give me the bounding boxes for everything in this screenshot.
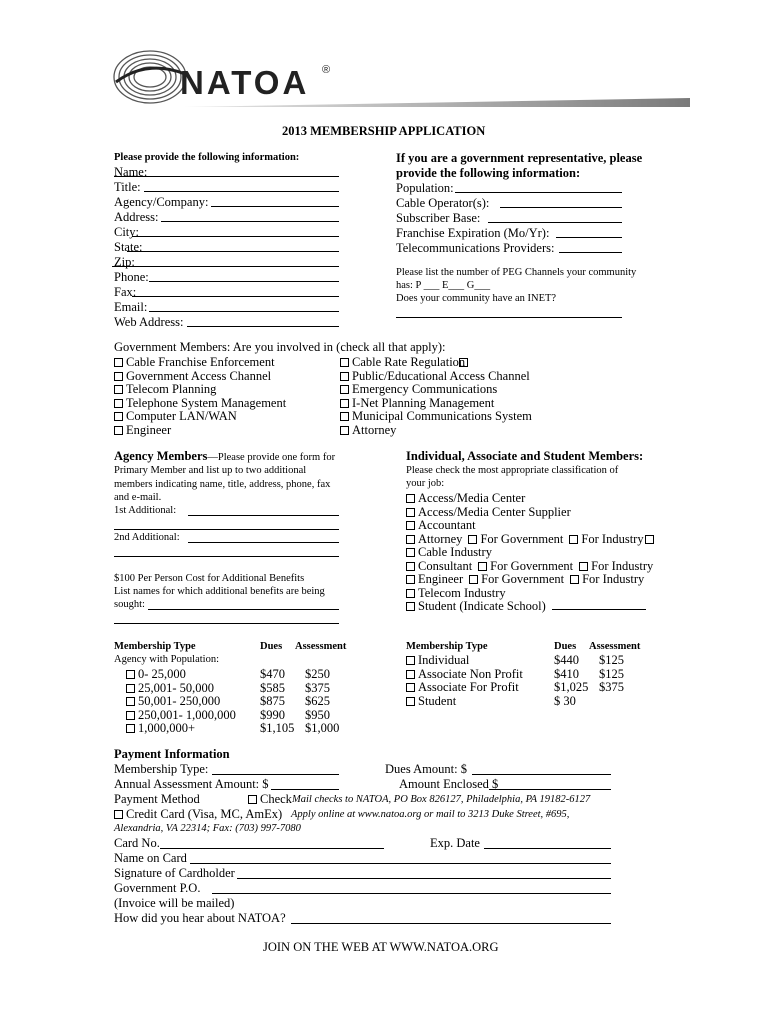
membership-individual-checkbox[interactable]	[406, 656, 415, 665]
involved-right-label: Municipal Communications System	[352, 409, 532, 423]
involved-left-label: Engineer	[126, 422, 172, 437]
individual-item[interactable]	[406, 545, 657, 559]
assessment-amount-label: Annual Assessment Amount: $	[114, 777, 269, 791]
involved-right-item[interactable]	[340, 382, 532, 396]
second-additional-line-2[interactable]	[114, 556, 339, 557]
for-government-checkbox[interactable]	[468, 535, 477, 544]
gov-field-row	[396, 196, 554, 211]
membership-individual-assessment: $125	[599, 666, 624, 681]
involved-right-label: Attorney	[352, 422, 397, 437]
left-field-label: Name:	[114, 165, 148, 179]
membership-agency-checkbox[interactable]	[126, 697, 135, 706]
agency-heading-rest: —Please provide one form for	[207, 452, 336, 463]
involved-left-item[interactable]	[114, 355, 286, 369]
involved-right-item[interactable]	[340, 409, 532, 423]
left-field-input[interactable]	[132, 296, 339, 297]
involved-right-item[interactable]	[340, 355, 532, 369]
mt-left-sub: Agency with Population:	[114, 654, 219, 665]
gov-field-input[interactable]	[455, 192, 622, 193]
involved-right-checkbox[interactable]	[340, 399, 349, 408]
individual-label: Attorney	[418, 531, 463, 546]
exp-date-label: Exp. Date	[430, 836, 480, 850]
involved-left-item[interactable]	[114, 369, 286, 383]
address-line-2: Alexandria, VA 22314; Fax: (703) 997-7080	[114, 823, 301, 834]
membership-agency-dues: $470	[260, 667, 285, 681]
involved-left-checkbox[interactable]	[114, 412, 123, 421]
membership-agency-checkbox[interactable]	[126, 684, 135, 693]
membership-individual-label: Student	[418, 693, 457, 708]
involved-left-checkbox[interactable]	[114, 399, 123, 408]
for-industry-checkbox[interactable]	[579, 562, 588, 571]
for-government-checkbox[interactable]	[469, 575, 478, 584]
membership-agency-row[interactable]	[126, 721, 356, 735]
mt-right-dues-header: Dues	[554, 641, 577, 652]
hear-line[interactable]	[291, 923, 611, 924]
mt-left-assess-header: Assessment	[295, 641, 347, 652]
left-field-label: Web Address:	[114, 315, 184, 329]
individual-label: Consultant	[418, 558, 473, 573]
names-line-1: List names for which additional benefits are being	[114, 586, 325, 597]
first-additional-line-2[interactable]	[114, 529, 339, 530]
for-industry-checkbox[interactable]	[569, 535, 578, 544]
individual-checkbox[interactable]	[406, 548, 415, 557]
individual-checkbox[interactable]	[406, 508, 415, 517]
membership-agency-assessment: $1,000	[305, 721, 340, 735]
membership-agency-dues: $585	[260, 680, 285, 695]
left-field-input[interactable]	[187, 326, 339, 327]
gov-field-input[interactable]	[559, 252, 622, 253]
involved-left-checkbox[interactable]	[114, 426, 123, 435]
individual-label: Cable Industry	[418, 545, 492, 559]
membership-agency-checkbox[interactable]	[126, 724, 135, 733]
involved-left-label: Telephone System Management	[126, 395, 287, 410]
left-field-label: State:	[114, 240, 143, 254]
left-field-input[interactable]	[149, 311, 339, 312]
membership-agency-dues: $1,105	[260, 721, 295, 735]
attorney-extra-checkbox[interactable]	[645, 535, 654, 544]
name-on-card-line[interactable]	[190, 863, 611, 864]
agency-desc-line: and e-mail.	[114, 492, 162, 503]
assessment-amount-line[interactable]	[271, 789, 339, 790]
card-no-label: Card No.	[114, 836, 160, 850]
individual-list	[406, 491, 657, 613]
gov-field-row	[396, 226, 554, 241]
left-field-input[interactable]	[127, 251, 339, 252]
involved-right-item[interactable]	[340, 396, 532, 410]
brand-name: NATOA	[180, 64, 310, 101]
membership-individual-row[interactable]	[406, 667, 666, 681]
individual-checkbox[interactable]	[406, 494, 415, 503]
left-field-row	[114, 195, 208, 210]
left-field-row	[114, 210, 208, 225]
involved-right-checkbox[interactable]	[340, 412, 349, 421]
involved-heading: Government Members: Are you involved in (check all that apply):	[114, 340, 446, 354]
for-government-label: For Government	[480, 531, 564, 546]
left-field-row	[114, 315, 208, 330]
hear-label: How did you hear about NATOA?	[114, 911, 286, 925]
membership-agency-label: 250,001- 1,000,000	[138, 707, 236, 722]
involved-left-label: Cable Franchise Enforcement	[126, 355, 275, 369]
individual-checkbox[interactable]	[406, 535, 415, 544]
first-additional-label: 1st Additional:	[114, 505, 177, 516]
membership-individual-dues: $ 30	[554, 693, 576, 708]
individual-checkbox[interactable]	[406, 562, 415, 571]
individual-line-2: your job:	[406, 478, 445, 489]
individual-label: Access/Media Center	[418, 491, 526, 505]
individual-checkbox[interactable]	[406, 575, 415, 584]
involved-left-checkbox[interactable]	[114, 372, 123, 381]
left-field-label: Email:	[114, 300, 148, 314]
dues-amount-line[interactable]	[472, 774, 611, 775]
agency-heading	[114, 449, 335, 465]
involved-right-checkbox[interactable]	[340, 385, 349, 394]
left-field-label: Title:	[114, 180, 141, 194]
involved-right-list	[340, 355, 532, 436]
for-industry-label: For Industry	[581, 531, 644, 546]
involved-right-checkbox[interactable]	[340, 372, 349, 381]
membership-individual-row[interactable]	[406, 680, 666, 694]
membership-agency-row[interactable]	[126, 708, 356, 722]
involved-right-item[interactable]	[340, 369, 532, 383]
left-field-row	[114, 285, 208, 300]
first-additional-line-1[interactable]	[188, 515, 339, 516]
membership-agency-assessment: $375	[305, 680, 330, 695]
amount-enclosed-label: Amount Enclosed $	[399, 777, 499, 791]
gov-info-fields	[396, 181, 554, 256]
membership-individual-assessment: $375	[599, 680, 624, 694]
for-government-checkbox[interactable]	[478, 562, 487, 571]
involved-left-item[interactable]	[114, 409, 286, 423]
peg-line-2: has: P ___ E___ G___	[396, 280, 491, 291]
payment-type-line[interactable]	[212, 774, 339, 775]
left-field-row	[114, 180, 208, 195]
left-field-label: Agency/Company:	[114, 195, 209, 209]
individual-label: Access/Media Center Supplier	[418, 504, 571, 519]
mail-instructions: Mail checks to NATOA, PO Box 826127, Philadelphia, PA 19182-6127	[292, 794, 591, 805]
individual-item[interactable]	[406, 559, 657, 573]
mt-left-type-header: Membership Type	[114, 641, 196, 652]
gov-heading-2: provide the following information:	[396, 166, 581, 180]
gov-field-input[interactable]	[488, 222, 622, 223]
gov-field-label: Telecommunications Providers:	[396, 241, 555, 255]
gov-field-label: Subscriber Base:	[396, 211, 481, 225]
involved-left-checkbox[interactable]	[114, 358, 123, 367]
second-additional-label: 2nd Additional:	[114, 532, 180, 543]
second-additional-line-1[interactable]	[188, 542, 339, 543]
credit-card-label: Credit Card (Visa, MC, AmEx)	[126, 807, 283, 821]
membership-agency-assessment: $250	[305, 667, 330, 681]
membership-agency-row[interactable]	[126, 667, 356, 681]
individual-item[interactable]	[406, 599, 657, 613]
membership-agency-dues: $875	[260, 694, 285, 708]
involved-left-label: Computer LAN/WAN	[126, 409, 237, 423]
membership-individual-assessment: $125	[599, 653, 624, 667]
gov-field-input[interactable]	[500, 207, 622, 208]
for-industry-checkbox[interactable]	[570, 575, 579, 584]
agency-desc-line: Primary Member and list up to two additional	[114, 465, 307, 476]
individual-line-1: Please check the most appropriate classification of	[406, 465, 619, 476]
mt-right-rows	[406, 653, 666, 707]
membership-agency-label: 0- 25,000	[138, 667, 186, 681]
payment-heading: Payment Information	[114, 747, 230, 761]
individual-heading: Individual, Associate and Student Members:	[406, 449, 644, 463]
for-government-label: For Government	[490, 558, 574, 573]
membership-agency-checkbox[interactable]	[126, 711, 135, 720]
apply-online: Apply online at www.natoa.org or mail to 3213 Duke Street, #695,	[291, 809, 570, 820]
involved-left-item[interactable]	[114, 396, 286, 410]
membership-individual-label: Individual	[418, 653, 470, 667]
peg-line-1: Please list the number of PEG Channels your community	[396, 267, 637, 278]
left-field-row	[114, 240, 208, 255]
invoice-note: (Invoice will be mailed)	[114, 896, 235, 910]
names-line-blank-2[interactable]	[114, 623, 339, 624]
gov-field-row	[396, 181, 554, 196]
signature-line[interactable]	[237, 878, 611, 879]
check-option[interactable]	[248, 792, 292, 807]
for-industry-label: For Industry	[591, 558, 654, 573]
membership-individual-dues: $440	[554, 653, 579, 667]
involved-right-checkbox[interactable]	[340, 358, 349, 367]
student-school-line[interactable]	[552, 609, 646, 610]
individual-checkbox[interactable]	[406, 602, 415, 611]
membership-agency-checkbox[interactable]	[126, 670, 135, 679]
individual-label: Telecom Industry	[418, 585, 506, 600]
left-field-input[interactable]	[144, 191, 339, 192]
gov-heading-1: If you are a government representative, please	[396, 151, 643, 165]
membership-agency-label: 50,001- 250,000	[138, 694, 221, 708]
check-label: Check	[260, 792, 292, 806]
individual-checkbox[interactable]	[406, 589, 415, 598]
membership-individual-dues: $1,025	[554, 680, 589, 694]
membership-agency-assessment: $950	[305, 707, 330, 722]
individual-label: Student (Indicate School)	[418, 599, 546, 613]
membership-agency-assessment: $625	[305, 694, 330, 708]
membership-individual-checkbox[interactable]	[406, 697, 415, 706]
payment-type-label: Membership Type:	[114, 762, 209, 776]
gov-po-label: Government P.O.	[114, 881, 201, 895]
dues-amount-label: Dues Amount: $	[385, 762, 467, 776]
gov-field-label: Cable Operator(s):	[396, 196, 490, 210]
gov-field-label: Franchise Expiration (Mo/Yr):	[396, 226, 550, 240]
footer-join: JOIN ON THE WEB AT WWW.NATOA.ORG	[263, 940, 499, 954]
mt-right-type-header: Membership Type	[406, 641, 488, 652]
gov-po-line[interactable]	[212, 893, 611, 894]
individual-item[interactable]	[406, 505, 657, 519]
involved-left-label: Government Access Channel	[126, 368, 272, 383]
credit-card-checkbox[interactable]	[114, 810, 123, 819]
membership-individual-label: Associate For Profit	[418, 680, 519, 694]
involved-left-list	[114, 355, 286, 436]
mt-left-dues-header: Dues	[260, 641, 283, 652]
left-field-label: Phone:	[114, 270, 149, 284]
left-field-row	[114, 300, 208, 315]
exp-date-line[interactable]	[484, 848, 611, 849]
membership-individual-label: Associate Non Profit	[418, 666, 523, 681]
involved-right-label: I-Net Planning Management	[352, 395, 495, 410]
card-no-line[interactable]	[160, 848, 384, 849]
names-line-blank-1[interactable]	[148, 609, 339, 610]
individual-item[interactable]	[406, 572, 657, 586]
left-field-row	[114, 165, 208, 180]
membership-individual-checkbox[interactable]	[406, 683, 415, 692]
involved-left-item[interactable]	[114, 382, 286, 396]
individual-item[interactable]	[406, 518, 657, 532]
extra-checkbox[interactable]	[459, 358, 468, 367]
membership-agency-dues: $990	[260, 707, 285, 722]
involved-left-label: Telecom Planning	[126, 382, 217, 396]
left-field-row	[114, 255, 208, 270]
left-info-fields	[114, 165, 208, 330]
agency-desc-line: members indicating name, title, address, phone, fax	[114, 478, 331, 490]
names-line-2: sought:	[114, 599, 145, 610]
individual-item[interactable]	[406, 532, 657, 546]
left-field-input[interactable]	[132, 236, 339, 237]
left-field-label: Zip:	[114, 255, 135, 269]
mt-right-assess-header: Assessment	[589, 641, 641, 652]
for-government-label: For Government	[481, 572, 565, 586]
left-field-label: City:	[114, 225, 140, 239]
individual-checkbox[interactable]	[406, 521, 415, 530]
involved-left-item[interactable]	[114, 423, 286, 437]
signature-label: Signature of Cardholder	[114, 866, 235, 880]
agency-heading-bold: Agency Members	[114, 449, 208, 463]
gov-field-label: Population:	[396, 181, 454, 195]
membership-individual-row[interactable]	[406, 694, 666, 708]
membership-agency-row[interactable]	[126, 681, 356, 695]
left-field-row	[114, 225, 208, 240]
left-field-input[interactable]	[114, 176, 339, 177]
name-on-card-label: Name on Card	[114, 851, 187, 865]
involved-right-label: Cable Rate Regulation	[352, 355, 466, 369]
left-info-heading: Please provide the following information:	[114, 152, 300, 163]
left-field-label: Fax:	[114, 285, 137, 299]
individual-item[interactable]	[406, 491, 657, 505]
left-field-input[interactable]	[211, 206, 339, 207]
registered-mark: ®	[322, 64, 331, 76]
membership-agency-label: 1,000,000+	[138, 721, 196, 735]
involved-right-checkbox[interactable]	[340, 426, 349, 435]
membership-individual-row[interactable]	[406, 653, 666, 667]
left-field-row	[114, 270, 208, 285]
membership-individual-checkbox[interactable]	[406, 670, 415, 679]
left-field-input[interactable]	[112, 266, 339, 267]
individual-item[interactable]	[406, 586, 657, 600]
for-industry-label: For Industry	[582, 572, 645, 586]
involved-right-label: Emergency Communications	[352, 382, 498, 396]
left-field-input[interactable]	[149, 281, 339, 282]
gov-field-input[interactable]	[556, 237, 622, 238]
mt-left-rows	[126, 667, 356, 735]
gov-field-row	[396, 241, 554, 256]
left-field-label: Address:	[114, 210, 159, 224]
individual-label: Accountant	[418, 518, 476, 532]
credit-card-option[interactable]	[114, 807, 282, 822]
check-checkbox[interactable]	[248, 795, 257, 804]
membership-agency-label: 25,001- 50,000	[138, 680, 215, 695]
involved-right-item[interactable]	[340, 423, 532, 437]
left-field-input[interactable]	[161, 221, 339, 222]
inet-question: Does your community have an INET?	[396, 293, 557, 304]
membership-agency-row[interactable]	[126, 694, 356, 708]
membership-individual-dues: $410	[554, 666, 579, 681]
individual-label: Engineer	[418, 572, 464, 586]
agency-desc	[114, 464, 330, 505]
payment-method-label: Payment Method	[114, 792, 200, 806]
gov-field-row	[396, 211, 554, 226]
additional-cost: $100 Per Person Cost for Additional Benefits	[114, 573, 305, 584]
amount-enclosed-line[interactable]	[489, 789, 611, 790]
involved-left-checkbox[interactable]	[114, 385, 123, 394]
inet-answer-line[interactable]	[396, 317, 622, 318]
page-title: 2013 MEMBERSHIP APPLICATION	[282, 124, 486, 138]
involved-right-label: Public/Educational Access Channel	[352, 368, 530, 383]
